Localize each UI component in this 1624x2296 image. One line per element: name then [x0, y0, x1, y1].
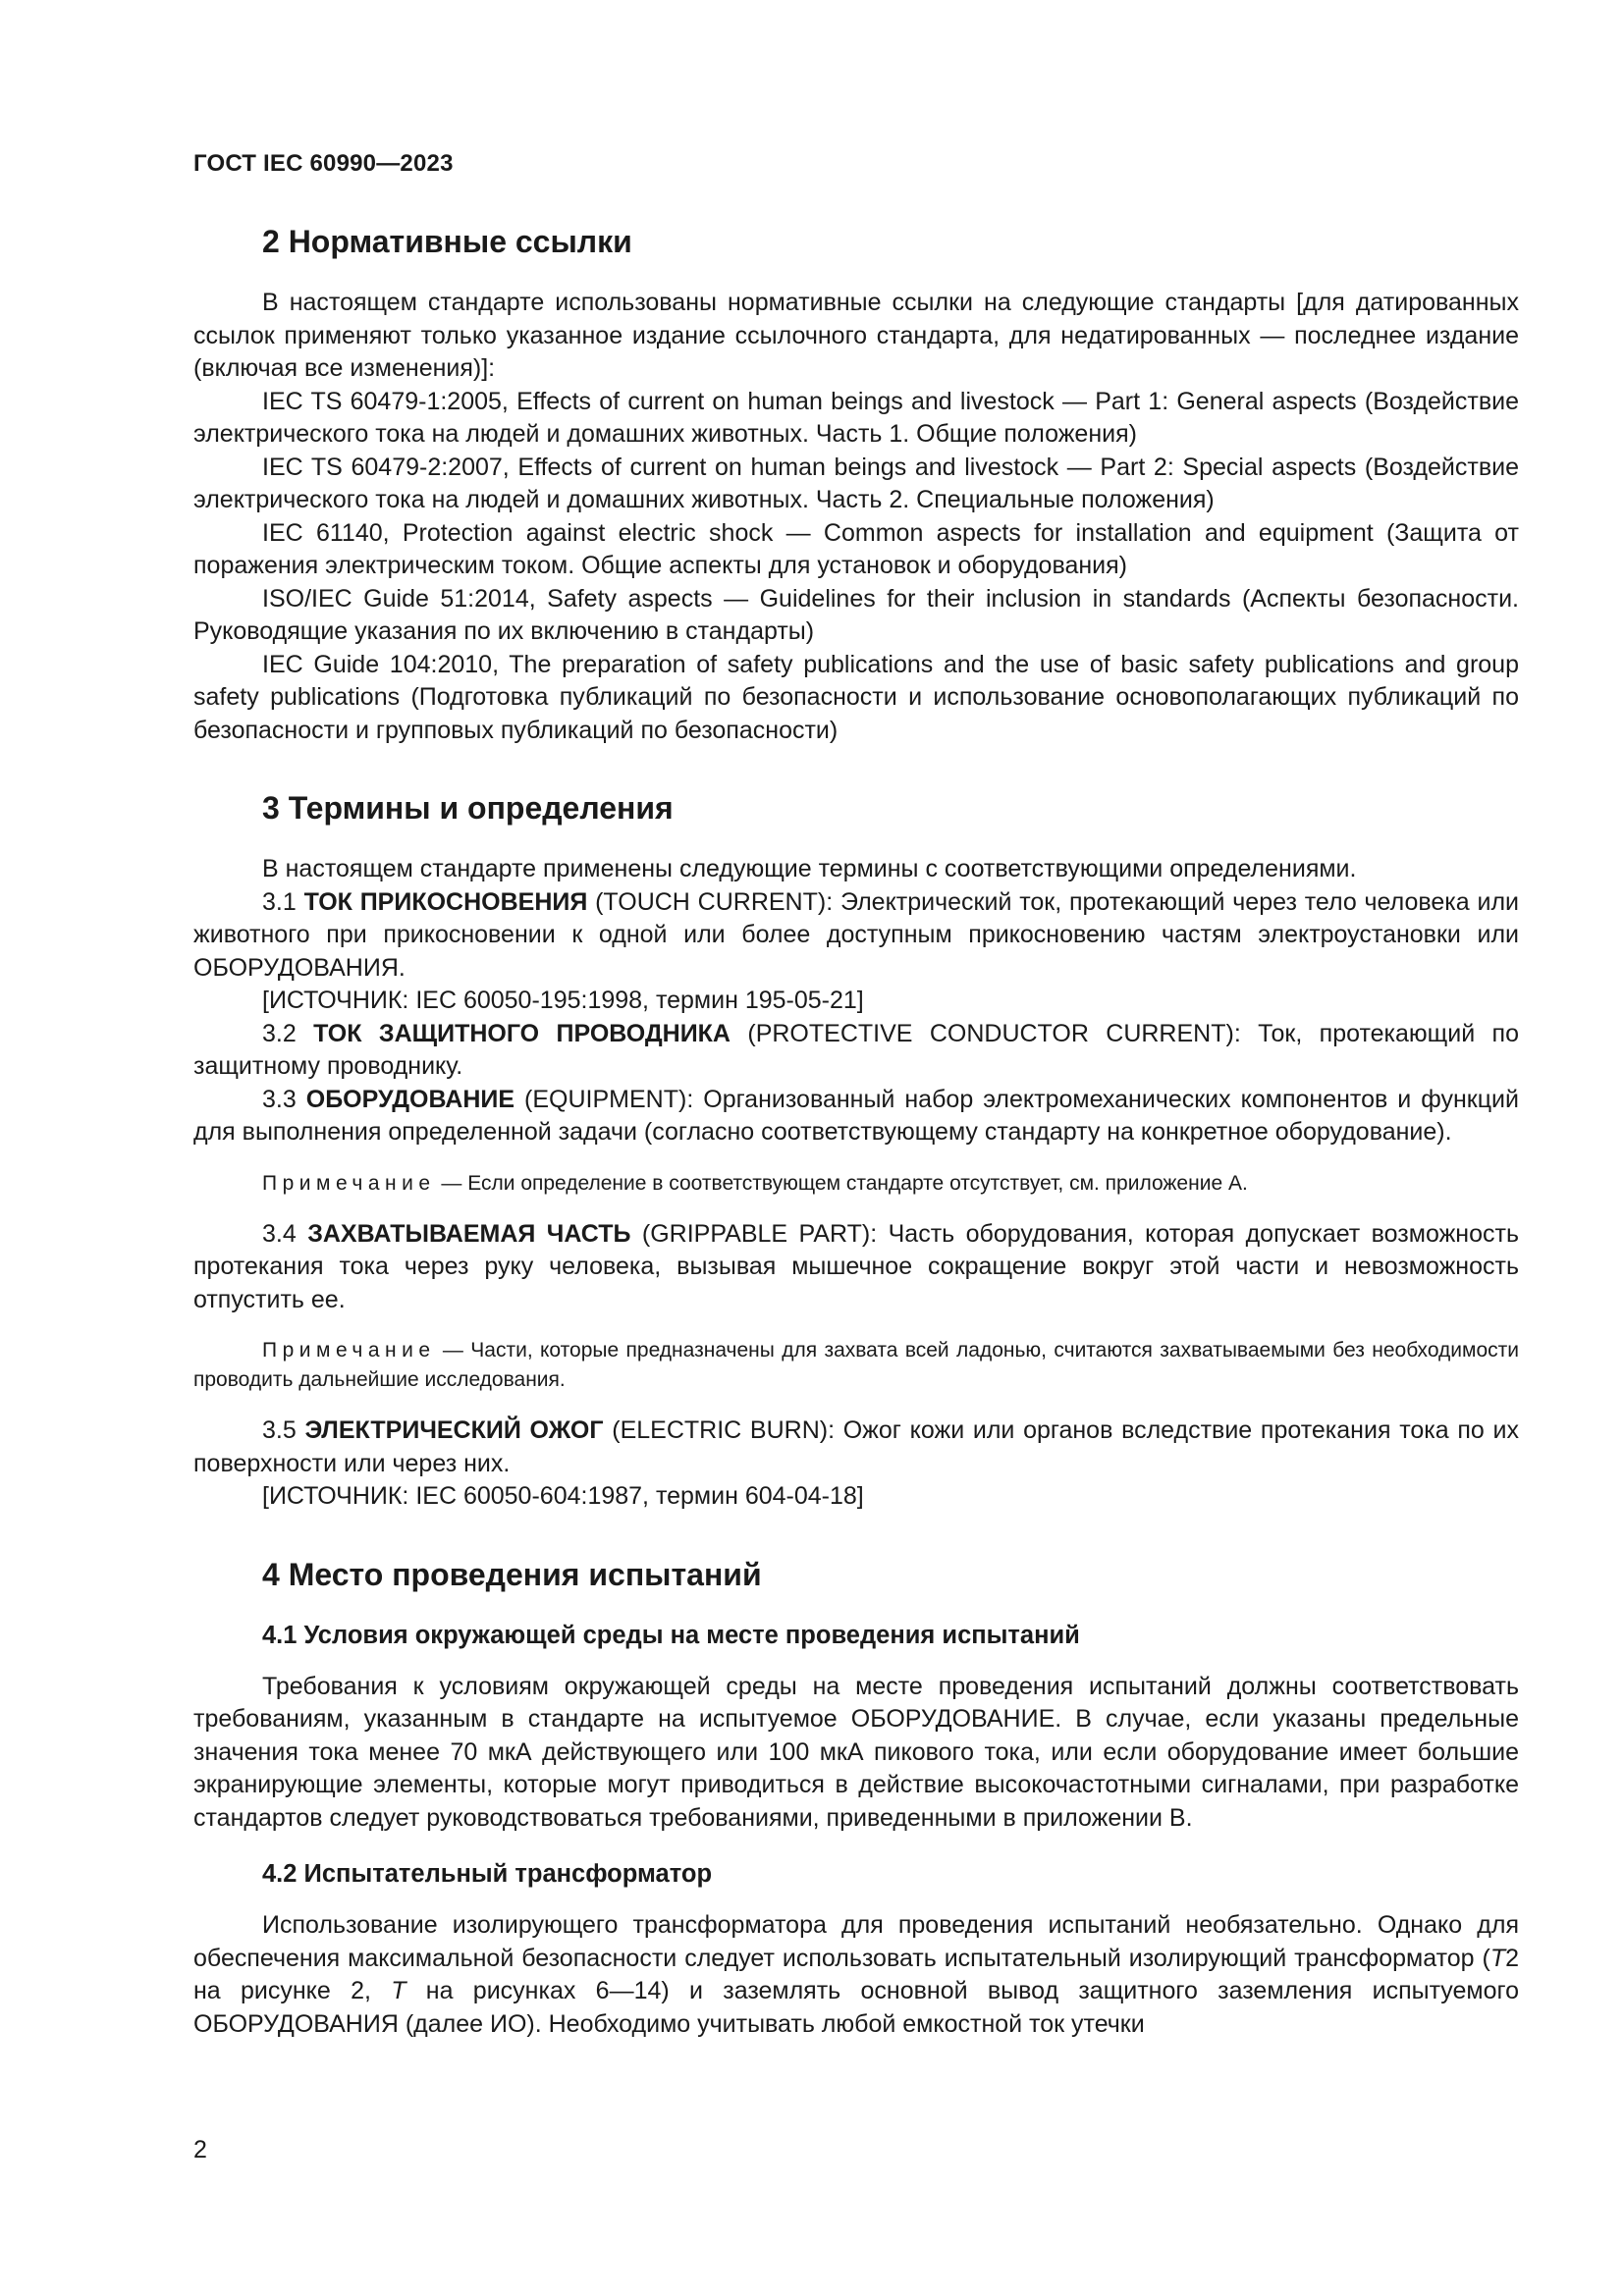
page-number: 2 [193, 2136, 207, 2163]
subsection-4-1-title: 4.1 Условия окружающей среды на месте проведения испытаний [262, 1621, 1080, 1649]
section-2-intro: В настоящем стандарте использованы нормативные ссылки на следующие стандарты [для датированных ссылок применяют только указанное издание ссылочного стандарта, для недатированных — последнее издание (включая все изменения)]: [193, 289, 1519, 382]
term-name: ТОК ЗАЩИТНОГО ПРОВОДНИКА [313, 1019, 731, 1047]
term-3-4 [193, 1218, 1519, 1317]
section-3-title: 3 Термины и определения [262, 790, 674, 826]
term-3-5-source: [ИСТОЧНИК: IEC 60050-604:1987, термин 604-04-18] [262, 1482, 864, 1510]
document-header: ГОСТ IEC 60990—2023 [193, 150, 454, 177]
term-definition: (ELECTRIC BURN): Ожог кожи или органов вследствие протекания тока по их поверхности или через них. [193, 1416, 1519, 1477]
term-3-4-note [193, 1336, 1519, 1395]
section-3-intro: В настоящем стандарте применены следующие термины с соответствующими определениями. [262, 855, 1357, 882]
note-label: Примечание [262, 1339, 436, 1362]
reference-item: IEC Guide 104:2010, The preparation of safety publications and the use of basic safety publications and group safety publications (Подготовка публикаций по безопасности и использование основополагающих публикаций по безопасности и групповых публикаций по безопасности) [193, 650, 1519, 744]
term-3-2 [193, 1018, 1519, 1084]
term-3-5 [193, 1415, 1519, 1480]
subsection-4-2-title: 4.2 Испытательный трансформатор [262, 1860, 713, 1888]
term-3-3 [193, 1084, 1519, 1149]
subsection-4-2-text [193, 1909, 1519, 2041]
note-text: — Если определение в соответствующем стандарте отсутствует, см. приложение А. [435, 1171, 1248, 1195]
section-4-title: 4 Место проведения испытаний [262, 1556, 762, 1592]
term-name: ОБОРУДОВАНИЕ [305, 1085, 515, 1113]
term-name: ЭЛЕКТРИЧЕСКИЙ ОЖОГ [304, 1416, 604, 1444]
subsection-4-1-text: Требования к условиям окружающей среды на месте проведения испытаний должны соответствовать требованиям, указанным в стандарте на испытуемое ОБОРУДОВАНИЕ. В случае, если указаны предельные значения тока менее 70 мкА действующего или 100 мкА пикового тока, или если оборудование имеет большие экранирующие элементы, которые могут приводиться в действие высокочастотными сигналами, при разработке стандартов следует руководствоваться требованиями, приведенными в приложении В. [193, 1672, 1519, 1832]
symbol-T2: T [1489, 1944, 1506, 1972]
term-3-1 [193, 886, 1519, 986]
term-number: 3.2 [262, 1019, 314, 1047]
term-3-1-source: [ИСТОЧНИК: IEC 60050-195:1998, термин 195-05-21] [262, 987, 864, 1014]
term-definition: (EQUIPMENT): Организованный набор электромеханических компонентов и функций для выполнения определенной задачи (согласно соответствующему стандарту на конкретное оборудование). [193, 1085, 1519, 1146]
term-definition: (TOUCH CURRENT): Электрический ток, протекающий через тело человека или животного при прикосновении к одной или более доступным прикосновению частям электроустановки или ОБОРУДОВАНИЯ. [193, 887, 1520, 982]
document-body [193, 222, 1519, 2041]
term-number: 3.5 [262, 1416, 305, 1444]
term-name: ЗАХВАТЫВАЕМАЯ ЧАСТЬ [307, 1219, 631, 1248]
term-3-3-note [193, 1169, 1519, 1199]
section-2-title: 2 Нормативные ссылки [262, 224, 632, 259]
note-text: — Части, которые предназначены для захвата всей ладонью, считаются захватываемыми без необходимости проводить дальнейшие исследования. [193, 1339, 1519, 1391]
term-number: 3.1 [262, 887, 304, 916]
term-number: 3.3 [262, 1085, 306, 1113]
reference-item: IEC TS 60479-1:2005, Effects of current on human beings and livestock — Part 1: General aspects (Воздействие электрического тока на людей и домашних животных. Часть 1. Общие положения) [193, 387, 1519, 448]
term-number: 3.4 [262, 1219, 308, 1248]
term-definition: (PROTECTIVE CONDUCTOR CURRENT): Ток, протекающий по защитному проводнику. [193, 1019, 1520, 1080]
text-run: 2 на рисунке 2, [193, 1944, 1519, 2004]
term-definition: (GRIPPABLE PART): Часть оборудования, которая допускает возможность протекания тока через руку человека, вызывая мышечное сокращение вокруг этой части и невозможность отпустить ее. [193, 1219, 1519, 1313]
reference-item: IEC TS 60479-2:2007, Effects of current on human beings and livestock — Part 2: Special aspects (Воздействие электрического тока на людей и домашних животных. Часть 2. Специальные положения) [193, 453, 1519, 513]
text-run: на рисунках 6—14) и заземлять основной вывод защитного заземления испытуемого ОБОРУДОВАНИЯ (далее ИО). Необходимо учитывать любой емкостной ток утечки [193, 1977, 1519, 2038]
text-run: Использование изолирующего трансформатора для проведения испытаний необязательно. Однако для обеспечения максимальной безопасности следует использовать испытательный изолирующий трансформатор ( [193, 1911, 1519, 1972]
reference-item: IEC 61140, Protection against electric shock — Common aspects for installation and equipment (Защита от поражения электрическим током. Общие аспекты для установок и оборудования) [193, 518, 1519, 579]
symbol-T: T [391, 1977, 406, 2004]
term-name: ТОК ПРИКОСНОВЕНИЯ [303, 887, 588, 916]
note-label: Примечание [262, 1171, 436, 1195]
reference-item: ISO/IEC Guide 51:2014, Safety aspects — Guidelines for their inclusion in standards (Аспекты безопасности. Руководящие указания по их включению в стандарты) [193, 584, 1519, 645]
